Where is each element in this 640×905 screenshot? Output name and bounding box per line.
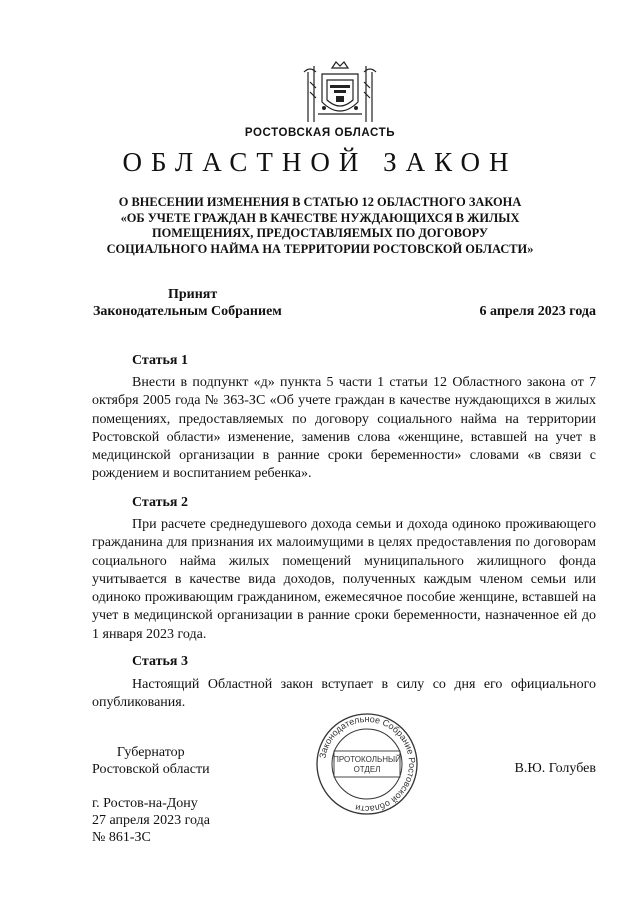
article-3-text: Настоящий Областной закон вступает в силу со дня его официального опубликования.	[92, 677, 596, 711]
signatory-title-line: Губернатор	[116, 745, 185, 760]
coat-of-arms-emblem	[300, 58, 380, 124]
article-2-text: При расчете среднедушевого дохода семьи и дохода одиноко проживающего гражданина для признания их малоимущими в целях предоставления по договорам социального найма жилых помещений муниципального жилищного фонда учитывается в качестве вида доходов, полученных каждым членом семьи или одиноко проживающим гражданином, ежемесячное пособие женщине, вставшей на учет в медицинской организации в ранние сроки беременности, назначенное ей до 1 января 2023 года.	[92, 517, 596, 642]
region-name: РОСТОВСКАЯ ОБЛАСТЬ	[244, 127, 396, 139]
signing-date: 27 апреля 2023 года	[92, 813, 210, 828]
adopted-label: Принят	[168, 287, 218, 302]
official-stamp	[314, 711, 420, 817]
signing-place: г. Ростов-на-Дону	[92, 796, 198, 811]
signatory-title	[92, 744, 210, 778]
stamp-ring-text: Законодательное Собрание Ростовской области	[317, 713, 418, 815]
document-type-title: ОБЛАСТНОЙ ЗАКОН	[122, 147, 518, 177]
subject-line: О ВНЕСЕНИИ ИЗМЕНЕНИЯ В СТАТЬЮ 12 ОБЛАСТНОГО ЗАКОНА	[118, 195, 522, 209]
subject-line: «ОБ УЧЕТЕ ГРАЖДАН В КАЧЕСТВЕ НУЖДАЮЩИХСЯ В ЖИЛЫХ	[120, 210, 520, 225]
signatory-name: В.Ю. Голубев	[514, 761, 596, 776]
signatory-title-line: Ростовской области	[92, 762, 210, 777]
article-2-heading: Статья 2	[132, 495, 188, 510]
law-number: № 861-ЗС	[92, 830, 151, 845]
adopted-by: Законодательным Собранием	[93, 304, 282, 319]
law-subject-title	[60, 195, 580, 257]
stamp-inner-line: ОТДЕЛ	[353, 765, 381, 774]
subject-line: ПОМЕЩЕНИЯХ, ПРЕДОСТАВЛЯЕМЫХ ПО ДОГОВОРУ	[152, 226, 488, 240]
signing-details	[92, 795, 210, 846]
subject-line: СОЦИАЛЬНОГО НАЙМА НА ТЕРРИТОРИИ РОСТОВСКОЙ ОБЛАСТИ»	[106, 241, 534, 256]
article-1-heading: Статья 1	[132, 353, 188, 368]
article-3-heading: Статья 3	[132, 654, 188, 669]
stamp-inner-line: ПРОТОКОЛЬНЫЙ	[333, 755, 401, 764]
adoption-date: 6 апреля 2023 года	[479, 304, 596, 319]
article-1-text: Внести в подпункт «д» пункта 5 части 1 статьи 12 Областного закона от 7 октября 2005 года № 363-ЗС «Об учете граждан в качестве нуждающихся в жилых помещениях, предоставляемых по договору социального найма на территории Ростовской области» изменение, заменив слова «женщине, вставшей на учет в медицинской организации в ранние сроки беременности» словами «в связи с рождением и воспитанием ребенка».	[92, 375, 596, 482]
